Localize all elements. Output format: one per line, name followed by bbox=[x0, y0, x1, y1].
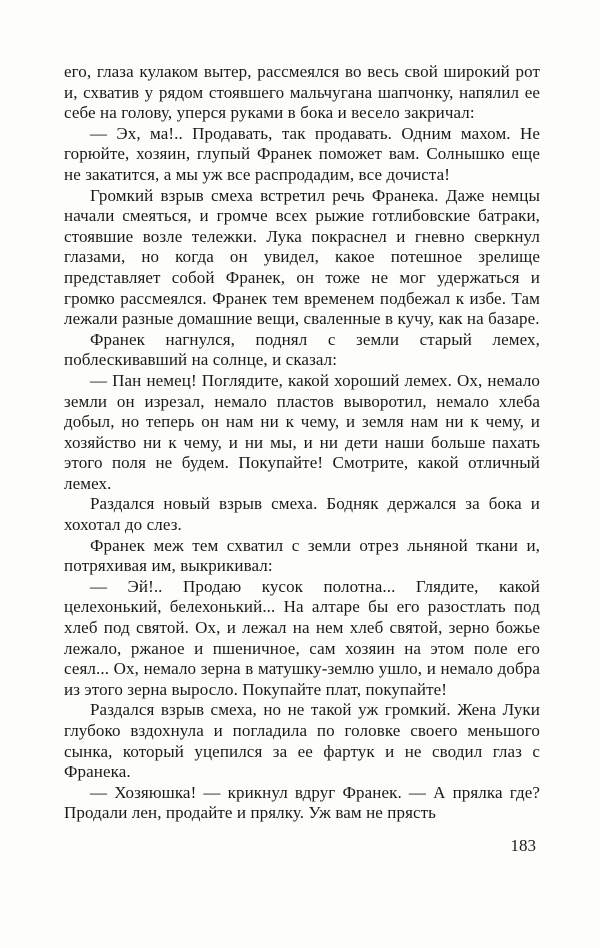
paragraph-10: — Хозяюшка! — крикнул вдруг Франек. — А прялка где? Продали лен, продайте и прялку. Уж вам не прясть bbox=[64, 782, 540, 823]
paragraph-7: Франек меж тем схватил с земли отрез льняной ткани и, потряхивая им, выкрикивал: bbox=[64, 535, 540, 576]
paragraph-2: — Эх, ма!.. Продавать, так продавать. Одним махом. Не горюйте, хозяин, глупый Франек поможет вам. Солнышко еще не закатится, а мы уж все распродадим, все дочиста! bbox=[64, 123, 540, 184]
book-page-text bbox=[64, 62, 540, 824]
paragraph-1: его, глаза кулаком вытер, рассмеялся во весь свой широкий рот и, схватив у рядом стоявшего мальчугана шапчонку, напялил ее себе на голову, уперся руками в бока и весело закричал: bbox=[64, 62, 540, 123]
paragraph-6: Раздался новый взрыв смеха. Бодняк держался за бока и хохотал до слез. bbox=[64, 494, 540, 535]
paragraph-4: Франек нагнулся, поднял с земли старый лемех, поблескивавший на солнце, и сказал: bbox=[64, 329, 540, 370]
page-number: 183 bbox=[510, 836, 536, 855]
paragraph-3: Громкий взрыв смеха встретил речь Франека. Даже немцы начали смеяться, и громче всех рыжие готлибовские батраки, стоявшие возле тележки. Лука покраснел и гневно сверкнул глазами, но когда он увидел, какое потешное зрелище представляет собой Франек, он тоже не мог удержаться и громко рассмеялся. Франек тем временем подбежал к избе. Там лежали разные домашние вещи, сваленные в кучу, как на базаре. bbox=[64, 185, 540, 329]
paragraph-5: — Пан немец! Поглядите, какой хороший лемех. Ох, немало земли он изрезал, немало пластов выворотил, немало хлеба добыл, но теперь он нам ни к чему, и земля нам ни к чему, и хозяйство ни к чему, и ни мы, и ни дети наши больше пахать этого поля не будем. Покупайте! Смотрите, какой отличный лемех. bbox=[64, 370, 540, 493]
paragraph-8: — Эй!.. Продаю кусок полотна... Глядите, какой целехонький, белехонький... На алтаре бы его разостлать под хлеб под святой. Ох, и лежал на нем хлеб святой, зерно божье лежало, ржаное и пшеничное, сам хозяин на этом поле его сеял... Ох, немало зерна в матушку-землю ушло, и немало добра из этого зерна выросло. Покупайте плат, покупайте! bbox=[64, 576, 540, 699]
paragraph-9: Раздался взрыв смеха, но не такой уж громкий. Жена Луки глубоко вздохнула и погладила по головке своего меньшого сынка, который уцепился за ее фартук и не сводил глаз с Франека. bbox=[64, 700, 540, 782]
